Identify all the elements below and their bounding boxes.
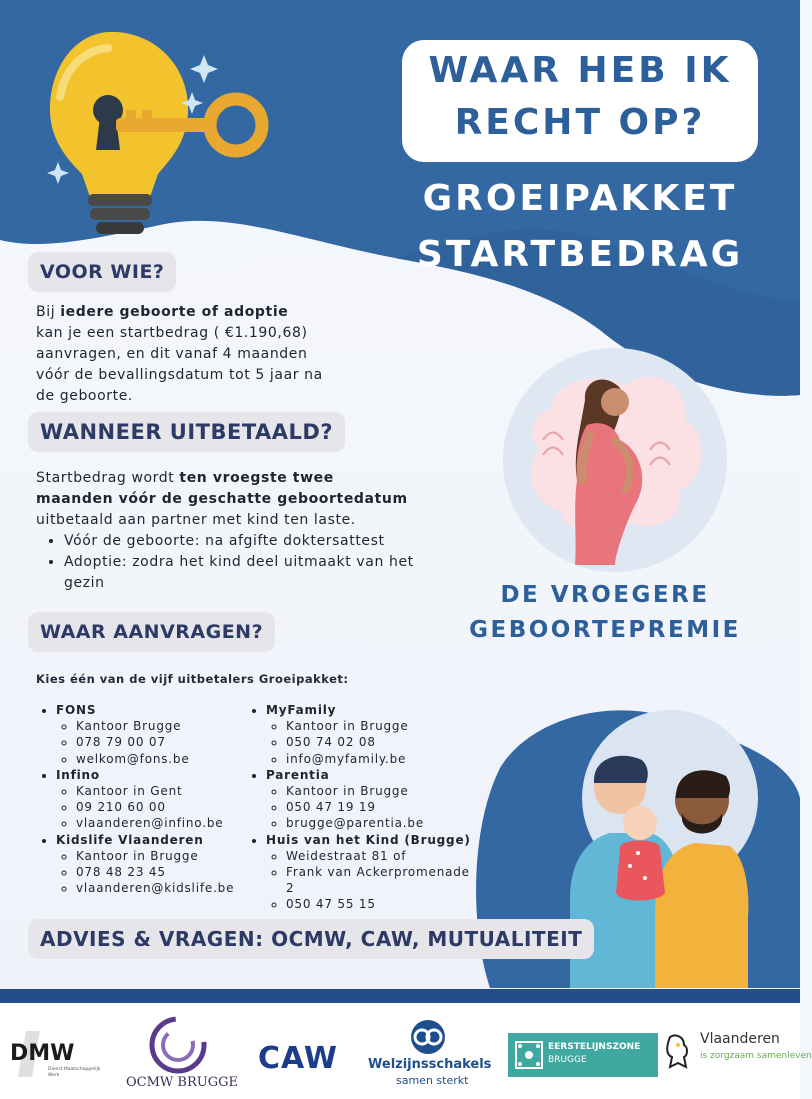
- payer-detail: ◦ 09 210 60 00: [76, 799, 246, 815]
- vlaanderen-label: Vlaanderen: [700, 1031, 780, 1047]
- dmw-sub-2: Werk: [48, 1073, 60, 1078]
- waar-intro: Kies één van de vijf uitbetalers Groeipakket:: [36, 672, 349, 686]
- welzijnsschakels-logo: [366, 1019, 496, 1099]
- title-line-1: WAAR HEB IK: [428, 50, 732, 91]
- ocmw-label: OCMW BRUGGE: [126, 1075, 238, 1090]
- payer-detail: ◦ Kantoor in Brugge: [286, 783, 478, 799]
- title-box: [402, 40, 758, 162]
- ocmw-spiral-icon: [118, 1013, 238, 1073]
- payer-detail: ◦ Weidestraat 81 of: [286, 848, 478, 864]
- eerstelijn-network-icon: [514, 1040, 544, 1070]
- payer-detail: ◦ vlaanderen@kidslife.be: [76, 880, 246, 896]
- payer-item: [266, 767, 478, 832]
- payer-name: FONS: [56, 703, 97, 717]
- wanneer-text: Startbedrag wordt ten vroegste twee maanden vóór de geschatte geboortedatum uitbetaald aan partner met kind ten laste. • Vóór de geboorte: na afgifte doktersattest • Adoptie: zodra het kind deel uitmaakt van het gezin: [36, 468, 416, 594]
- payer-detail: ◦ welkom@fons.be: [76, 751, 246, 767]
- payer-item: [266, 702, 478, 767]
- vlaanderen-logo: [660, 1029, 812, 1079]
- payer-detail: ◦ 078 48 23 45: [76, 864, 246, 880]
- wanneer-heading: WANNEER UITBETAALD?: [28, 412, 345, 452]
- premie-line-2: GEBOORTEPREMIE: [469, 617, 741, 643]
- caw-label: CAW: [258, 1041, 338, 1076]
- payer-detail: ◦ brugge@parentia.be: [286, 815, 478, 831]
- payer-detail: ◦ 050 47 19 19: [286, 799, 478, 815]
- vlaanderen-sub: is zorgzaam samenleven: [700, 1051, 812, 1061]
- payer-detail: ◦ Kantoor in Gent: [76, 783, 246, 799]
- welzijn-label: Welzijnsschakels: [368, 1057, 492, 1072]
- subtitle-line-2: STARTBEDRAG: [416, 234, 744, 275]
- payer-name: Kidslife Vlaanderen: [56, 832, 204, 847]
- payer-detail: ◦ 078 79 00 07: [76, 734, 246, 750]
- wanneer-bullet: • Adoptie: zodra het kind deel uitmaakt van het gezin: [64, 552, 416, 594]
- wanneer-bullet: • Vóór de geboorte: na afgifte doktersattest: [64, 531, 416, 552]
- pregnant-woman-illustration: [455, 340, 755, 580]
- title-line-2: RECHT OP?: [454, 102, 706, 143]
- waar-heading: WAAR AANVRAGEN?: [28, 612, 275, 652]
- payer-item: [56, 702, 246, 767]
- dmw-label: DMW: [10, 1041, 75, 1066]
- dmw-logo: [6, 1025, 116, 1085]
- payer-detail: ◦ Kantoor in Brugge: [76, 848, 246, 864]
- vlaanderen-lion-icon: [660, 1029, 696, 1073]
- voor-wie-heading: VOOR WIE?: [28, 252, 176, 292]
- payer-item: [56, 767, 246, 832]
- payer-detail: ◦ Kantoor in Brugge: [286, 718, 478, 734]
- payer-name: Parentia: [266, 767, 330, 782]
- payer-name: Infino: [56, 767, 100, 782]
- payer-name: MyFamily: [266, 703, 337, 717]
- payer-name: Huis van het Kind (Brugge): [266, 832, 471, 847]
- caw-logo: [258, 1041, 358, 1081]
- payer-detail: ◦ vlaanderen@infino.be: [76, 815, 246, 831]
- welzijn-sub: samen sterkt: [396, 1074, 469, 1087]
- footer-bar: [0, 989, 800, 1003]
- eerstelijnszone-logo: [508, 1033, 658, 1077]
- footer-logos: [0, 1003, 812, 1099]
- dmw-sub-1: Dienst Maatschappelijk: [48, 1067, 101, 1072]
- premie-line-1: DE VROEGERE: [500, 582, 710, 608]
- payer-list-left: [36, 702, 246, 896]
- ocmw-brugge-logo: [118, 1013, 238, 1099]
- subtitle-line-1: GROEIPAKKET: [422, 178, 738, 219]
- payer-detail: ◦ Frank van Ackerpromenade 2: [286, 864, 478, 896]
- payer-detail: ◦ 050 47 55 15: [286, 896, 478, 912]
- payer-detail: ◦ 050 74 02 08: [286, 734, 478, 750]
- lightbulb-key-icon: [30, 22, 275, 240]
- payer-list-right: [246, 702, 478, 913]
- payer-detail: ◦ Kantoor Brugge: [76, 718, 246, 734]
- eerstelijn-label-1: EERSTELIJNSZONE: [548, 1042, 641, 1052]
- advies-heading: ADVIES & VRAGEN: OCMW, CAW, MUTUALITEIT: [28, 919, 594, 959]
- voor-wie-text: Bij iedere geboorte of adoptie kan je een startbedrag ( €1.190,68) aanvragen, en dit vanaf 4 maanden vóór de bevallingsdatum tot 5 jaar na de geboorte.: [36, 304, 323, 404]
- payer-detail: ◦ info@myfamily.be: [286, 751, 478, 767]
- payer-item: [266, 832, 478, 913]
- welzijn-links-icon: [366, 1019, 496, 1057]
- eerstelijn-label-2: BRUGGE: [548, 1055, 587, 1065]
- payer-item: [56, 832, 246, 897]
